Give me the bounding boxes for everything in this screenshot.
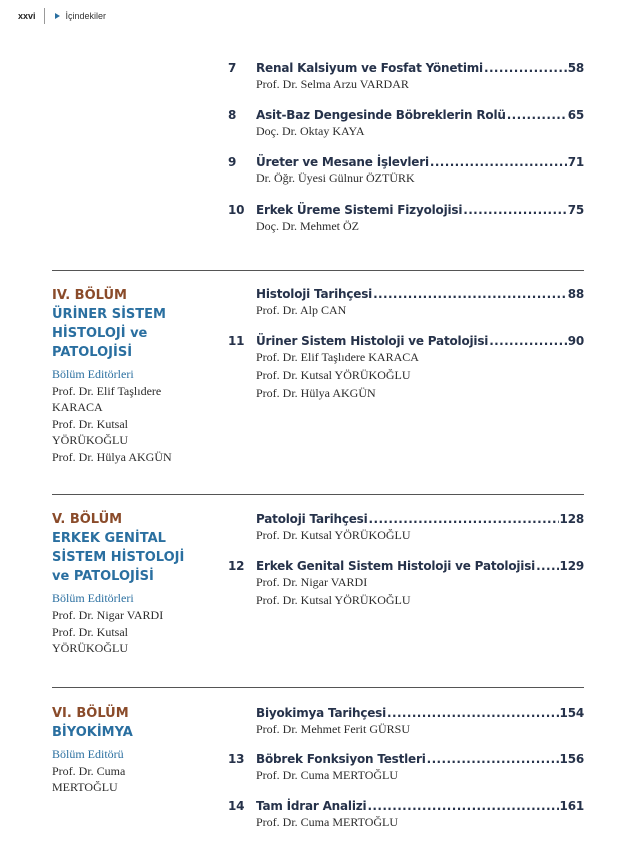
section-title: BİYOKİMYA: [52, 725, 133, 740]
page-ref: 128: [559, 512, 584, 526]
toc-entry[interactable]: [228, 706, 584, 738]
chapter-number: 8: [228, 108, 237, 122]
editor-name: Prof. Dr. Kutsal YÖRÜKOĞLU: [52, 417, 128, 447]
editor-name: Prof. Dr. Cuma MERTOĞLU: [52, 764, 126, 794]
section-iv: [52, 288, 212, 465]
section-divider: [52, 270, 584, 271]
chapter-title: Patoloji Tarihçesi: [256, 512, 368, 526]
section-heading: VI. BÖLÜM: [52, 706, 129, 721]
page-ref: 75: [567, 203, 584, 217]
dot-leader: [489, 334, 567, 348]
page-ref: 154: [559, 706, 584, 720]
chapter-title: Üreter ve Mesane İşlevleri: [256, 155, 429, 169]
toc-entry[interactable]: [228, 799, 584, 831]
editor-name: Prof. Dr. Hülya AKGÜN: [52, 450, 172, 464]
page-number: xxvi: [18, 11, 36, 21]
chapter-author: Prof. Dr. Kutsal YÖRÜKOĞLU: [256, 593, 411, 607]
toc-entry[interactable]: [228, 203, 584, 235]
chapter-number: 11: [228, 334, 245, 348]
chapter-title: Biyokimya Tarihçesi: [256, 706, 387, 720]
dot-leader: [430, 155, 567, 169]
chapter-author: Prof. Dr. Kutsal YÖRÜKOĞLU: [256, 368, 411, 382]
section-v: [52, 512, 212, 656]
chapter-author: Prof. Dr. Kutsal YÖRÜKOĞLU: [256, 528, 411, 542]
toc-entry[interactable]: [228, 108, 584, 140]
chapter-author: Doç. Dr. Mehmet ÖZ: [256, 219, 359, 233]
dot-leader: [536, 559, 558, 573]
page-ref: 129: [559, 559, 584, 573]
chapter-author: Prof. Dr. Alp CAN: [256, 303, 347, 317]
chapter-title: Böbrek Fonksiyon Testleri: [256, 752, 426, 766]
editor-name: Prof. Dr. Kutsal YÖRÜKOĞLU: [52, 625, 128, 655]
section-title: ÜRİNER SİSTEM HİSTOLOJİ ve PATOLOJİSİ: [52, 307, 166, 360]
toc-entry[interactable]: [228, 559, 584, 609]
chapter-author: Dr. Öğr. Üyesi Gülnur ÖZTÜRK: [256, 171, 415, 185]
toc-entry[interactable]: [228, 61, 584, 93]
toc-entry[interactable]: [228, 512, 584, 544]
dot-leader: [369, 512, 559, 526]
section-heading: V. BÖLÜM: [52, 512, 123, 527]
chapter-number: 10: [228, 203, 245, 217]
toc-entry[interactable]: [228, 155, 584, 187]
chapter-title: Tam İdrar Analizi: [256, 799, 367, 813]
section-heading: IV. BÖLÜM: [52, 288, 127, 303]
section-divider: [52, 687, 584, 688]
dot-leader: [387, 706, 559, 720]
dot-leader: [484, 61, 567, 75]
header-divider: [44, 8, 45, 24]
chapter-number: 13: [228, 752, 245, 766]
chapter-title: Erkek Üreme Sistemi Fizyolojisi: [256, 203, 463, 217]
chapter-author: Prof. Dr. Nigar VARDI: [256, 575, 368, 589]
editors-label: Bölüm Editörleri: [52, 591, 134, 605]
header-label: İçindekiler: [65, 11, 107, 21]
dot-leader: [427, 752, 559, 766]
chapter-number: 9: [228, 155, 237, 169]
chapter-author: Prof. Dr. Selma Arzu VARDAR: [256, 77, 409, 91]
editors-label: Bölüm Editörleri: [52, 367, 134, 381]
page-ref: 71: [567, 155, 584, 169]
chapter-author: Prof. Dr. Cuma MERTOĞLU: [256, 815, 399, 829]
running-header: [18, 8, 106, 24]
section-divider: [52, 494, 584, 495]
chapter-title: Erkek Genital Sistem Histoloji ve Patolojisi: [256, 559, 536, 573]
section-vi: [52, 706, 212, 795]
page-ref: 161: [559, 799, 584, 813]
chapter-number: 7: [228, 61, 237, 75]
chapter-author: Prof. Dr. Hülya AKGÜN: [256, 386, 376, 400]
chapter-author: Prof. Dr. Elif Taşlıdere KARACA: [256, 350, 419, 364]
toc-entry[interactable]: [228, 752, 584, 784]
dot-leader: [367, 799, 558, 813]
dot-leader: [463, 203, 566, 217]
editors-label: Bölüm Editörü: [52, 747, 124, 761]
editor-name: Prof. Dr. Nigar VARDI: [52, 608, 164, 622]
page-ref: 58: [567, 61, 584, 75]
editor-name: Prof. Dr. Elif Taşlıdere KARACA: [52, 384, 162, 414]
page-ref: 156: [559, 752, 584, 766]
chapter-title: Üriner Sistem Histoloji ve Patolojisi: [256, 334, 489, 348]
toc-entry[interactable]: [228, 287, 584, 319]
chapter-number: 12: [228, 559, 245, 573]
chapter-number: 14: [228, 799, 245, 813]
chapter-title: Asit-Baz Dengesinde Böbreklerin Rolü: [256, 108, 506, 122]
chapter-author: Prof. Dr. Mehmet Ferit GÜRSU: [256, 722, 410, 736]
page-ref: 90: [567, 334, 584, 348]
page-ref: 65: [567, 108, 584, 122]
toc-entry[interactable]: [228, 334, 584, 402]
dot-leader: [373, 287, 567, 301]
chapter-title: Histoloji Tarihçesi: [256, 287, 373, 301]
triangle-right-icon: [55, 13, 60, 19]
chapter-author: Doç. Dr. Oktay KAYA: [256, 124, 365, 138]
chapter-author: Prof. Dr. Cuma MERTOĞLU: [256, 768, 399, 782]
section-title: ERKEK GENİTAL SİSTEM HİSTOLOJİ ve PATOLOJİSİ: [52, 531, 185, 584]
dot-leader: [507, 108, 567, 122]
chapter-title: Renal Kalsiyum ve Fosfat Yönetimi: [256, 61, 483, 75]
page-ref: 88: [567, 287, 584, 301]
